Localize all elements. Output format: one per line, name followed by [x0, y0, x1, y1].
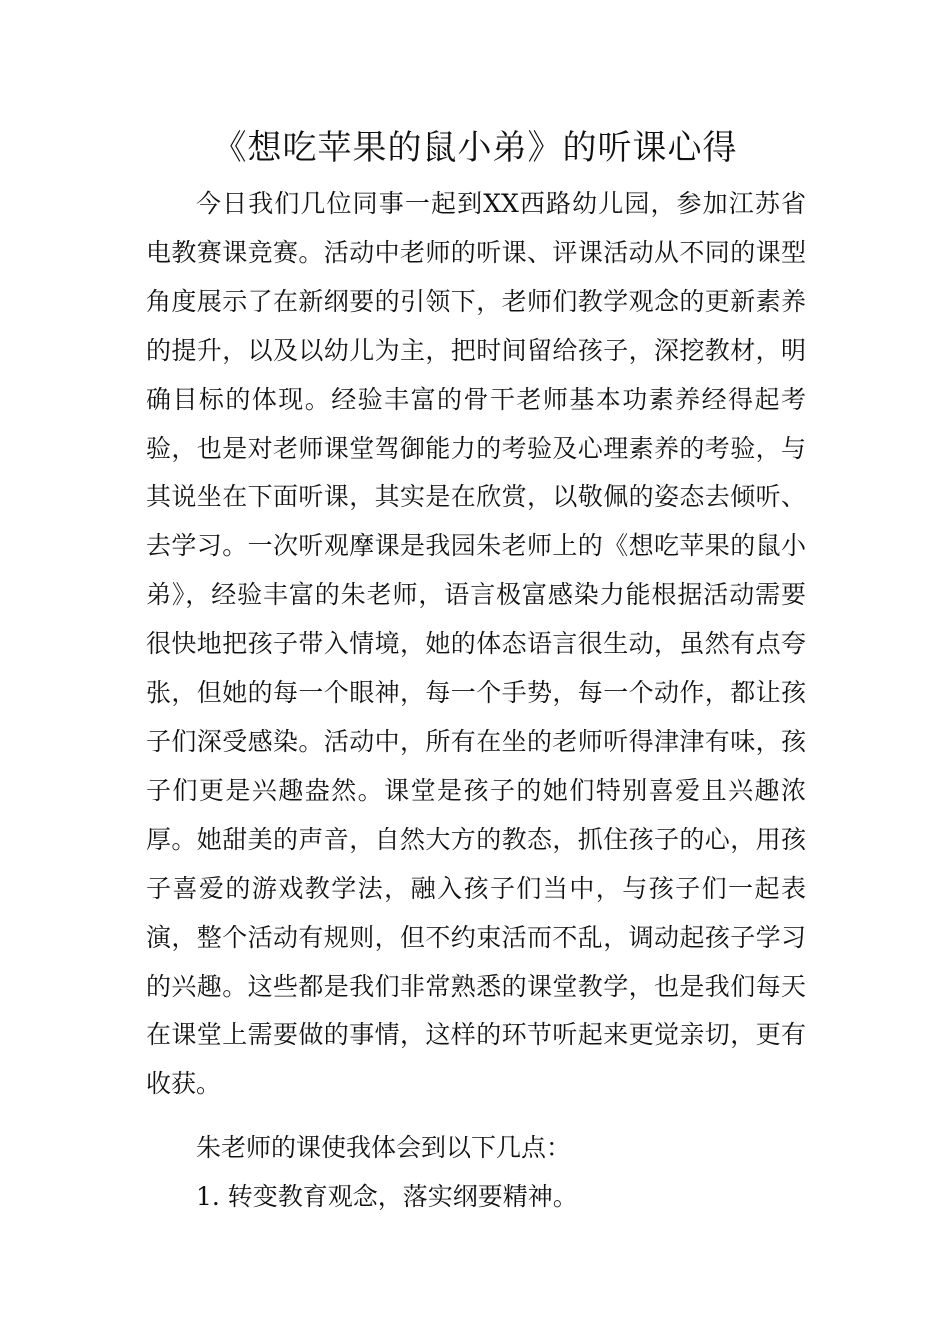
paragraph-insights-intro: 朱老师的课使我体会到以下几点：: [196, 1133, 572, 1162]
paragraph-point-1: 1. 转变教育观念，落实纲要精神。: [196, 1182, 578, 1211]
paragraph-observation: 今日我们几位同事一起到XX西路幼儿园，参加江苏省电教赛课竞赛。活动中老师的听课、评课活动从不同的课型角度展示了在新纲要的引领下，老师们教学观念的更新素养的提升，以及以幼儿为主，把时间留给孩子，深挖教材，明确目标的体现。经验丰富的骨干老师基本功素养经得起考验，也是对老师课堂驾御能力的考验及心理素养的考验，与其说坐在下面听课，其实是在欣赏，以敬佩的姿态去倾听、去学习。一次听观摩课是我园朱老师上的《想吃苹果的鼠小弟》，经验丰富的朱老师，语言极富感染力能根据活动需要很快地把孩子带入情境，她的体态语言很生动，虽然有点夸张，但她的每一个眼神，每一个手势，每一个动作，都让孩子们深受感染。活动中，所有在坐的老师听得津津有味，孩子们更是兴趣盎然。课堂是孩子的她们特别喜爱且兴趣浓厚。她甜美的声音，自然大方的教态，抓住孩子的心，用孩子喜爱的游戏教学法，融入孩子们当中，与孩子们一起表演，整个活动有规则，但不约束活而不乱，调动起孩子学习的兴趣。这些都是我们非常熟悉的课堂教学，也是我们每天在课堂上需要做的事情，这样的环节听起来更觉亲切，更有收获。: [146, 189, 806, 1099]
document-title: 《想吃苹果的鼠小弟》的听课心得: [212, 128, 738, 168]
